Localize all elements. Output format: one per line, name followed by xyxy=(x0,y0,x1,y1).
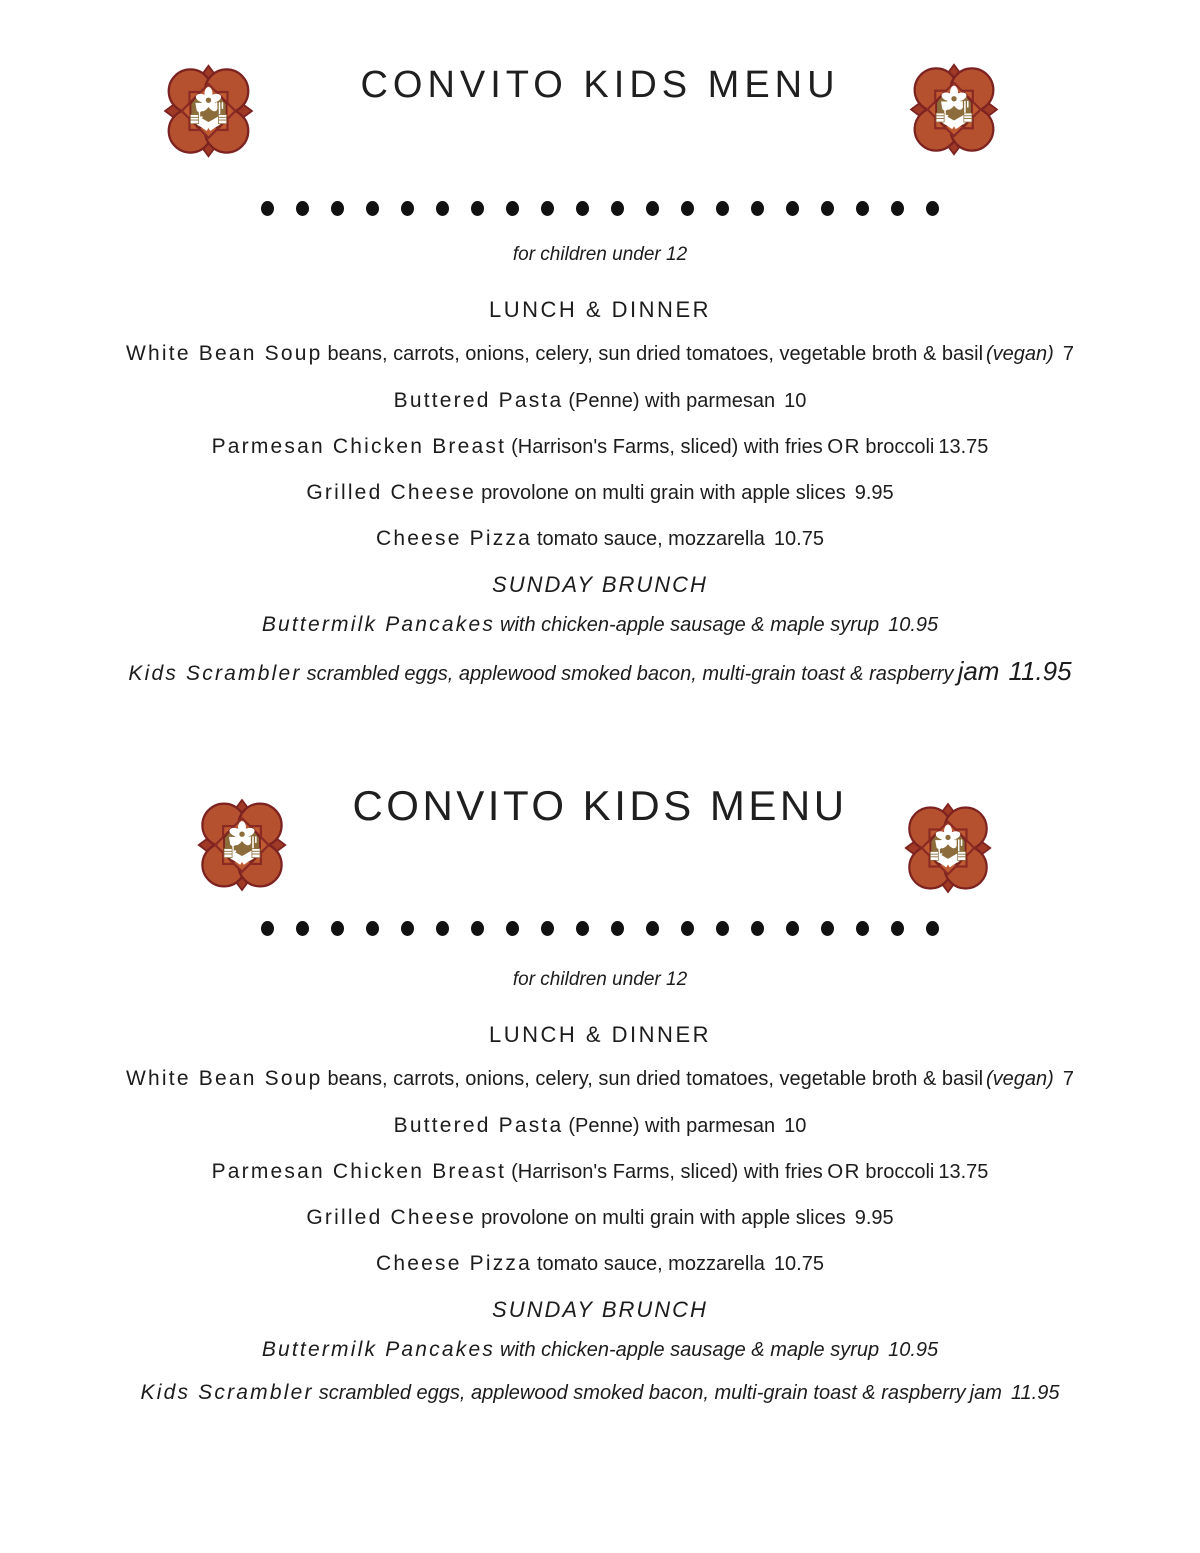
item-name: Buttered Pasta xyxy=(393,389,564,412)
item-description: provolone on multi grain with apple slices xyxy=(481,482,846,504)
item-description: tomato sauce, mozzarella xyxy=(537,1253,765,1275)
item-name: White Bean Soup xyxy=(126,342,323,365)
item-name: White Bean Soup xyxy=(126,1067,323,1090)
menu-item-buttered-pasta xyxy=(0,1114,1200,1138)
item-price: 10.95 xyxy=(888,1339,939,1361)
item-description: (Harrison's Farms, sliced) with fries xyxy=(511,436,823,458)
dot-icon xyxy=(611,201,624,216)
menu-item-white-bean-soup xyxy=(0,1067,1200,1091)
item-name: Kids Scrambler xyxy=(140,1381,314,1404)
dot-icon xyxy=(856,921,869,936)
item-note: (vegan) xyxy=(986,343,1054,365)
item-description-tail: jam xyxy=(957,656,1000,686)
dots-separator xyxy=(0,920,1200,938)
item-price: 10.95 xyxy=(888,614,939,636)
item-price: 11.95 xyxy=(1010,1382,1060,1404)
item-name: Buttermilk Pancakes xyxy=(261,613,496,636)
dot-icon xyxy=(331,921,344,936)
dot-icon xyxy=(751,201,764,216)
dot-icon xyxy=(436,201,449,216)
dot-icon xyxy=(541,201,554,216)
item-description: broccoli xyxy=(865,1161,935,1183)
dot-icon xyxy=(366,201,379,216)
dot-icon xyxy=(646,201,659,216)
item-description: with chicken-apple sausage & maple syrup xyxy=(500,1339,880,1361)
sunday-brunch-heading: SUNDAY BRUNCH xyxy=(492,572,708,597)
item-price: 9.95 xyxy=(854,1207,894,1229)
sunday-brunch-heading: SUNDAY BRUNCH xyxy=(492,1297,708,1322)
dot-icon xyxy=(681,921,694,936)
tagline: for children under 12 xyxy=(512,244,688,265)
dot-icon xyxy=(821,201,834,216)
menu-item-white-bean-soup xyxy=(0,342,1200,366)
dot-icon xyxy=(506,201,519,216)
item-description: provolone on multi grain with apple slices xyxy=(481,1207,846,1229)
item-description: (Penne) with parmesan xyxy=(568,1115,776,1137)
item-description: (Harrison's Farms, sliced) with fries xyxy=(511,1161,823,1183)
dot-icon xyxy=(926,201,939,216)
page-title: CONVITO KIDS MENU xyxy=(360,64,840,106)
dot-icon xyxy=(261,201,274,216)
dot-icon xyxy=(681,201,694,216)
item-or-word: OR xyxy=(827,1160,861,1183)
dot-icon xyxy=(891,201,904,216)
item-name: Buttered Pasta xyxy=(393,1114,564,1137)
dot-icon xyxy=(611,921,624,936)
tagline: for children under 12 xyxy=(512,969,688,990)
item-name: Grilled Cheese xyxy=(306,1206,477,1229)
item-description: (Penne) with parmesan xyxy=(568,390,776,412)
item-name: Cheese Pizza xyxy=(376,527,532,550)
dots-separator xyxy=(0,200,1200,218)
dot-icon xyxy=(821,921,834,936)
item-name: Parmesan Chicken Breast xyxy=(211,435,507,458)
item-description: beans, carrots, onions, celery, sun dried tomatoes, vegetable broth & basil xyxy=(327,1068,984,1090)
dot-icon xyxy=(716,921,729,936)
dot-icon xyxy=(296,921,309,936)
menu-item-buttermilk-pancakes xyxy=(0,613,1200,637)
item-price: 7 xyxy=(1062,1068,1074,1090)
item-name: Cheese Pizza xyxy=(376,1252,532,1275)
item-description-tail: jam xyxy=(969,1382,1002,1404)
item-description: broccoli xyxy=(865,436,935,458)
item-name: Buttermilk Pancakes xyxy=(261,1338,496,1361)
item-note: (vegan) xyxy=(986,1068,1054,1090)
lunch-dinner-heading: LUNCH & DINNER xyxy=(488,297,712,322)
dot-icon xyxy=(576,921,589,936)
dot-icon xyxy=(401,201,414,216)
dot-icon xyxy=(331,201,344,216)
item-price: 11.95 xyxy=(1008,656,1072,686)
item-price: 10.75 xyxy=(773,528,824,550)
dot-icon xyxy=(296,201,309,216)
item-description: tomato sauce, mozzarella xyxy=(537,528,765,550)
dot-icon xyxy=(646,921,659,936)
dot-icon xyxy=(471,921,484,936)
page-title: CONVITO KIDS MENU xyxy=(352,782,848,829)
dot-icon xyxy=(401,921,414,936)
item-description: scrambled eggs, applewood smoked bacon, multi-grain toast & raspberry xyxy=(306,663,954,685)
item-name: Grilled Cheese xyxy=(306,481,477,504)
lunch-dinner-heading: LUNCH & DINNER xyxy=(488,1022,712,1047)
item-price: 13.75 xyxy=(938,1161,989,1183)
item-price: 10 xyxy=(784,1115,807,1137)
item-name: Parmesan Chicken Breast xyxy=(211,1160,507,1183)
item-description: with chicken-apple sausage & maple syrup xyxy=(500,614,880,636)
menu-item-kids-scrambler xyxy=(0,1381,1200,1405)
item-price: 10.75 xyxy=(773,1253,824,1275)
dot-icon xyxy=(576,201,589,216)
menu-item-grilled-cheese xyxy=(0,481,1200,505)
item-or-word: OR xyxy=(827,435,861,458)
dot-icon xyxy=(541,921,554,936)
item-name: Kids Scrambler xyxy=(128,662,302,685)
dot-icon xyxy=(261,921,274,936)
dot-icon xyxy=(891,921,904,936)
dot-icon xyxy=(926,921,939,936)
menu-item-buttermilk-pancakes xyxy=(0,1338,1200,1362)
dot-icon xyxy=(506,921,519,936)
dot-icon xyxy=(786,921,799,936)
dot-icon xyxy=(436,921,449,936)
dot-icon xyxy=(856,201,869,216)
menu-item-parmesan-chicken xyxy=(0,1160,1200,1184)
item-description: scrambled eggs, applewood smoked bacon, multi-grain toast & raspberry xyxy=(318,1382,966,1404)
dot-icon xyxy=(471,201,484,216)
menu-item-grilled-cheese xyxy=(0,1206,1200,1230)
item-description: beans, carrots, onions, celery, sun dried tomatoes, vegetable broth & basil xyxy=(327,343,984,365)
dot-icon xyxy=(716,201,729,216)
menu-item-parmesan-chicken xyxy=(0,435,1200,459)
menu-item-cheese-pizza xyxy=(0,527,1200,551)
item-price: 13.75 xyxy=(938,436,989,458)
menu-item-kids-scrambler xyxy=(0,656,1200,687)
menu-item-buttered-pasta xyxy=(0,389,1200,413)
menu-item-cheese-pizza xyxy=(0,1252,1200,1276)
item-price: 7 xyxy=(1062,343,1074,365)
item-price: 9.95 xyxy=(854,482,894,504)
item-price: 10 xyxy=(784,390,807,412)
dot-icon xyxy=(366,921,379,936)
dot-icon xyxy=(786,201,799,216)
dot-icon xyxy=(751,921,764,936)
